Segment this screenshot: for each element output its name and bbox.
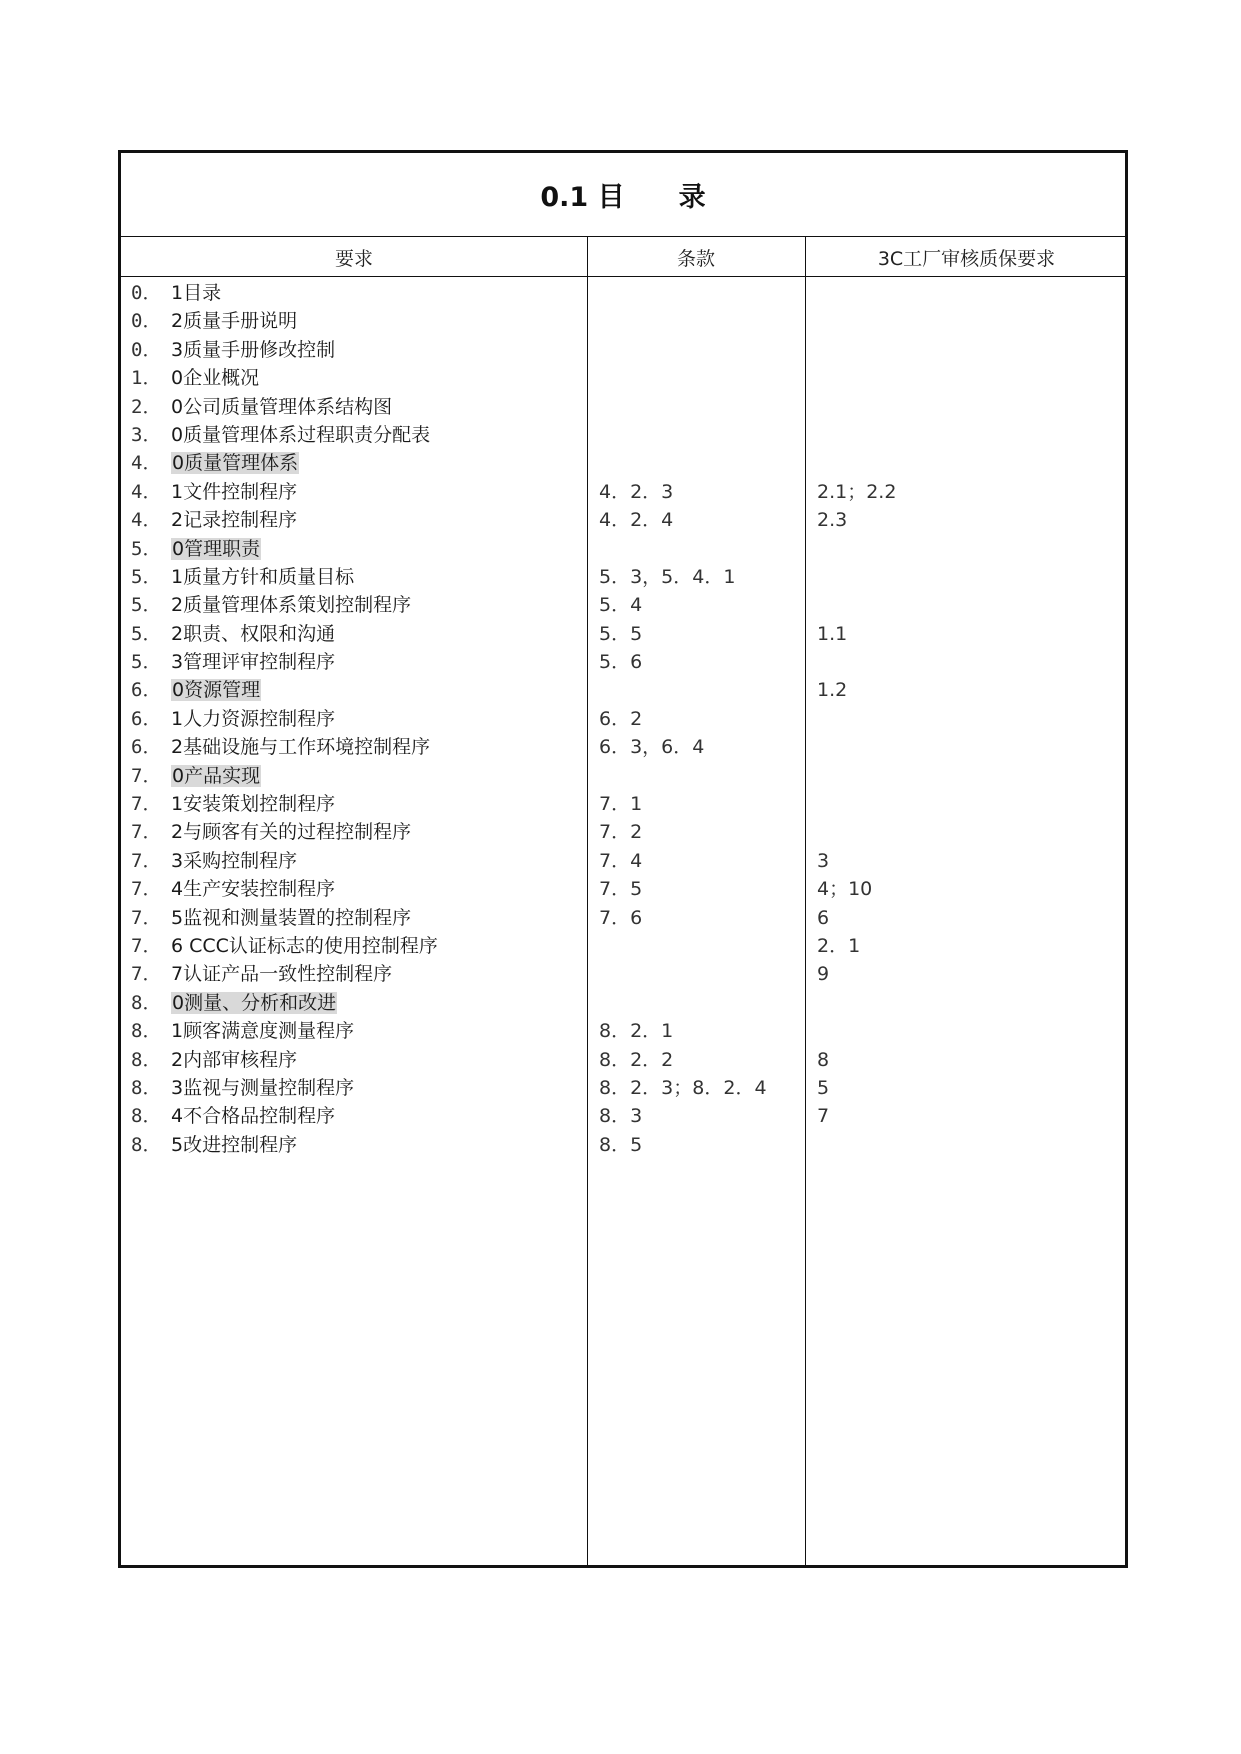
toc-row <box>121 904 1125 932</box>
toc-entry-label: 3质量手册修改控制 <box>171 338 336 361</box>
toc-entry-label: 2与顾客有关的过程控制程序 <box>171 821 412 844</box>
toc-entry <box>131 1074 354 1102</box>
toc-row <box>121 847 1125 875</box>
toc-entry-number: 0． <box>131 338 162 361</box>
toc-entry-label: 0管理职责 <box>172 537 261 560</box>
toc-entry-number: 5． <box>131 622 162 645</box>
toc-entry-number: 6． <box>131 736 162 759</box>
toc-row <box>121 620 1125 648</box>
toc-entry <box>131 1017 354 1045</box>
toc-entry-number: 7． <box>131 934 162 957</box>
toc-row <box>121 336 1125 364</box>
toc-entry-number: 7． <box>131 821 162 844</box>
toc-row <box>121 960 1125 988</box>
toc-entry-number: 8． <box>131 1048 162 1071</box>
toc-entry-label: 2职责、权限和沟通 <box>171 622 336 645</box>
toc-entry-clause: 7．6 <box>599 906 643 929</box>
toc-entry-clause: 6．2 <box>599 707 643 730</box>
toc-entry <box>131 1046 297 1074</box>
toc-entry-number: 5． <box>131 594 162 617</box>
toc-entry-clause: 7．5 <box>599 878 643 901</box>
toc-table <box>118 150 1128 1568</box>
toc-row <box>121 279 1125 307</box>
toc-entry-3c-requirement: 8 <box>817 1048 830 1071</box>
toc-entry <box>131 591 411 619</box>
toc-entry-label: 1人力资源控制程序 <box>171 707 336 730</box>
toc-row <box>121 506 1125 534</box>
toc-entry-3c-requirement: 2.3 <box>817 509 848 532</box>
toc-entry <box>131 676 261 704</box>
toc-row <box>121 364 1125 392</box>
toc-row <box>121 1102 1125 1130</box>
toc-entry <box>131 960 392 988</box>
toc-entry <box>131 364 259 392</box>
toc-entry-label: 0质量管理体系 <box>172 452 299 475</box>
column-header-row <box>121 237 1125 277</box>
toc-entry-label: 0公司质量管理体系结构图 <box>171 395 393 418</box>
toc-entry-number: 6． <box>131 679 162 702</box>
toc-entry <box>131 818 411 846</box>
toc-entry-number: 4． <box>131 480 162 503</box>
toc-entry-label: 1安装策划控制程序 <box>171 793 336 816</box>
toc-entry-3c-requirement: 7 <box>817 1105 830 1128</box>
toc-entry-number: 7． <box>131 878 162 901</box>
toc-entry <box>131 421 430 449</box>
toc-entry-number: 7． <box>131 793 162 816</box>
toc-entry-clause: 4．2．4 <box>599 509 674 532</box>
toc-entry-label: 0产品实现 <box>172 764 261 787</box>
toc-entry-clause: 7．4 <box>599 849 643 872</box>
toc-entry-3c-requirement: 2．1 <box>817 934 861 957</box>
toc-entry-number: 5． <box>131 537 162 560</box>
toc-entry-number: 5． <box>131 651 162 674</box>
toc-entry-number: 8． <box>131 1133 162 1156</box>
toc-entry-label: 1质量方针和质量目标 <box>171 565 355 588</box>
toc-entry-3c-requirement: 3 <box>817 849 830 872</box>
toc-entry-number: 7． <box>131 963 162 986</box>
toc-entry-clause: 8．3 <box>599 1105 643 1128</box>
toc-entry-label: 1文件控制程序 <box>171 480 298 503</box>
toc-entry-number: 7． <box>131 849 162 872</box>
toc-entry-label: 3采购控制程序 <box>171 849 298 872</box>
toc-entry-label: 5改进控制程序 <box>171 1133 298 1156</box>
toc-entry-number: 0． <box>131 310 162 333</box>
toc-entry-number: 8． <box>131 991 162 1014</box>
toc-entry <box>131 790 335 818</box>
toc-entry-number: 8． <box>131 1105 162 1128</box>
toc-row <box>121 932 1125 960</box>
toc-entry <box>131 932 438 960</box>
toc-entry <box>131 875 335 903</box>
toc-entry-clause: 8．2．3；8．2．4 <box>599 1076 767 1099</box>
toc-entry-label: 0企业概况 <box>171 367 260 390</box>
toc-entry-number: 8． <box>131 1076 162 1099</box>
toc-entry-label: 7认证产品一致性控制程序 <box>171 963 393 986</box>
toc-entry-clause: 5．4 <box>599 594 643 617</box>
toc-entry <box>131 535 261 563</box>
toc-row <box>121 591 1125 619</box>
toc-entry <box>131 1131 297 1159</box>
toc-row <box>121 1074 1125 1102</box>
toc-entry-number: 1． <box>131 367 162 390</box>
toc-entry-label: 1顾客满意度测量程序 <box>171 1020 355 1043</box>
toc-entry-number: 7． <box>131 906 162 929</box>
toc-row <box>121 790 1125 818</box>
toc-entry-3c-requirement: 6 <box>817 906 830 929</box>
toc-entry-label: 2基础设施与工作环境控制程序 <box>171 736 431 759</box>
toc-entry-number: 2． <box>131 395 162 418</box>
column-header-clause: 条款 <box>676 247 715 270</box>
toc-row <box>121 307 1125 335</box>
toc-entry <box>131 904 411 932</box>
toc-entry-clause: 5．6 <box>599 651 643 674</box>
toc-entry-clause: 8．2．2 <box>599 1048 674 1071</box>
toc-entry-number: 8． <box>131 1020 162 1043</box>
toc-entry-label: 4不合格品控制程序 <box>171 1105 336 1128</box>
toc-entry <box>131 563 354 591</box>
title-row <box>121 153 1125 237</box>
toc-entry <box>131 733 430 761</box>
toc-entry-label: 2质量管理体系策划控制程序 <box>171 594 412 617</box>
toc-entry-number: 0． <box>131 282 162 304</box>
toc-entry-label: 2记录控制程序 <box>171 509 298 532</box>
toc-entry-label: 3监视与测量控制程序 <box>171 1076 355 1099</box>
toc-entry-number: 3． <box>131 423 162 446</box>
toc-row <box>121 1131 1125 1159</box>
toc-entry-number: 7． <box>131 764 162 787</box>
toc-entry-label: 5监视和测量装置的控制程序 <box>171 906 412 929</box>
toc-entry-3c-requirement: 9 <box>817 963 830 986</box>
toc-row <box>121 705 1125 733</box>
toc-entry-label: 1目录 <box>171 282 222 304</box>
toc-entry-label: 3管理评审控制程序 <box>171 651 336 674</box>
toc-section-row <box>121 676 1125 704</box>
toc-row <box>121 733 1125 761</box>
toc-entry-label: 0资源管理 <box>172 679 261 702</box>
toc-entry-clause: 4．2．3 <box>599 480 674 503</box>
toc-entry <box>131 620 335 648</box>
toc-entry-number: 4． <box>131 452 162 475</box>
toc-entry <box>131 847 297 875</box>
toc-entry-clause: 6．3，6．4 <box>599 736 705 759</box>
toc-rows <box>121 279 1125 1159</box>
toc-entry-label: 0质量管理体系过程职责分配表 <box>171 423 431 446</box>
toc-entry <box>131 279 221 307</box>
toc-entry-3c-requirement: 5 <box>817 1076 830 1099</box>
toc-entry-label: 6 CCC认证标志的使用控制程序 <box>171 934 438 957</box>
toc-section-row <box>121 449 1125 477</box>
page-title: 0.1 目 录 <box>540 182 706 213</box>
toc-entry-clause: 5．5 <box>599 622 643 645</box>
toc-entry <box>131 648 335 676</box>
toc-entry <box>131 307 297 335</box>
toc-entry <box>131 989 337 1017</box>
toc-row <box>121 478 1125 506</box>
toc-section-row <box>121 989 1125 1017</box>
toc-entry <box>131 705 335 733</box>
toc-entry-clause: 8．2．1 <box>599 1020 674 1043</box>
column-header-3c-requirement: 3C工厂审核质保要求 <box>877 247 1056 270</box>
toc-entry-clause: 7．1 <box>599 793 643 816</box>
toc-entry-3c-requirement: 1.2 <box>817 679 848 702</box>
toc-entry-number: 5． <box>131 565 162 588</box>
toc-row <box>121 875 1125 903</box>
toc-row <box>121 818 1125 846</box>
toc-entry-3c-requirement: 2.1；2.2 <box>817 480 897 503</box>
toc-row <box>121 421 1125 449</box>
toc-row <box>121 1017 1125 1045</box>
toc-entry <box>131 336 335 364</box>
toc-entry <box>131 506 297 534</box>
toc-entry <box>131 762 261 790</box>
toc-row <box>121 648 1125 676</box>
column-header-requirement: 要求 <box>334 247 373 270</box>
toc-row <box>121 1046 1125 1074</box>
toc-entry-clause: 5．3，5．4．1 <box>599 565 736 588</box>
toc-entry <box>131 478 297 506</box>
toc-entry-3c-requirement: 4；10 <box>817 878 873 901</box>
toc-entry-number: 6． <box>131 707 162 730</box>
toc-entry-3c-requirement: 1.1 <box>817 622 848 645</box>
toc-entry-clause: 7．2 <box>599 821 643 844</box>
toc-entry-label: 4生产安装控制程序 <box>171 878 336 901</box>
toc-entry-clause: 8．5 <box>599 1133 643 1156</box>
toc-section-row <box>121 535 1125 563</box>
toc-entry <box>131 449 299 477</box>
toc-entry-label: 2质量手册说明 <box>171 310 298 333</box>
toc-entry-label: 0测量、分析和改进 <box>172 991 337 1014</box>
toc-entry <box>131 1102 335 1130</box>
toc-entry-number: 4． <box>131 509 162 532</box>
toc-row <box>121 393 1125 421</box>
toc-row <box>121 563 1125 591</box>
toc-section-row <box>121 762 1125 790</box>
toc-entry <box>131 393 392 421</box>
toc-entry-label: 2内部审核程序 <box>171 1048 298 1071</box>
